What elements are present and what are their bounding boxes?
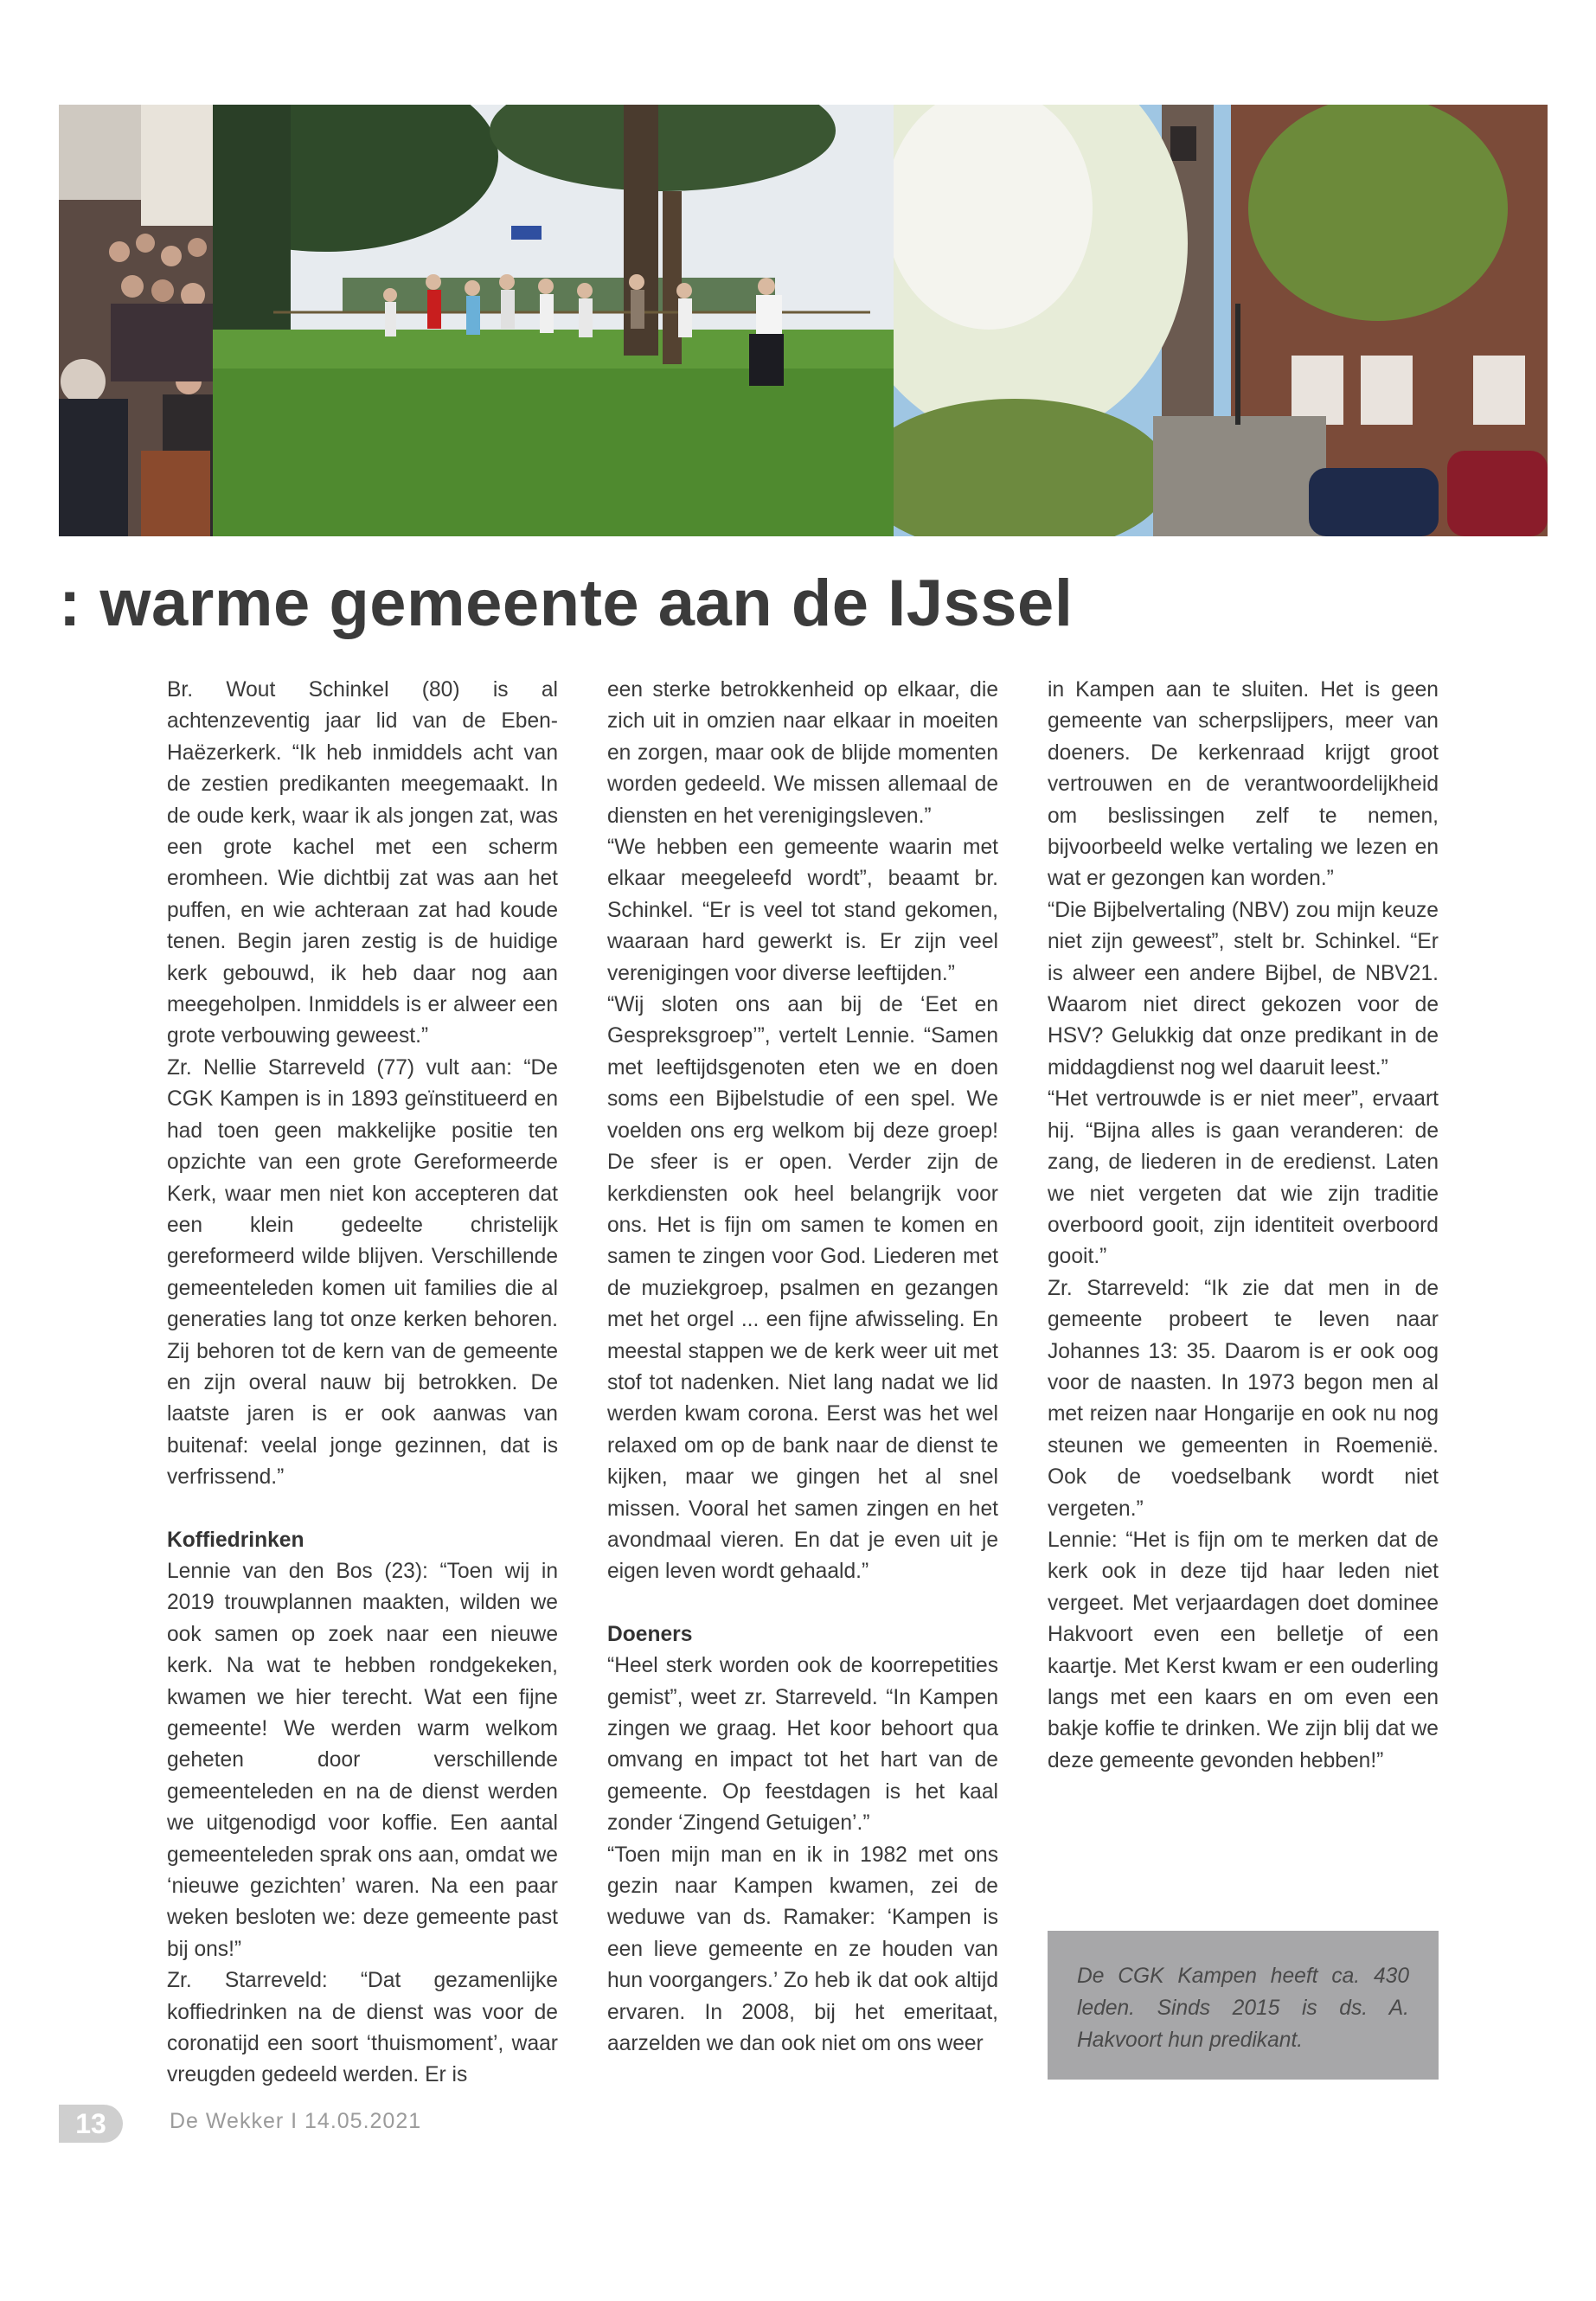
paragraph: een sterke betrokkenheid op elkaar, die zich uit in omzien naar elkaar in moeiten en zorgen, maar ook de blijde momenten worden gedeeld. We missen allemaal de diensten en het verenigingsleven.” xyxy=(607,678,998,828)
paragraph: “Wij sloten ons aan bij de ‘Eet en Gespreksgroep’”, vertelt Lennie. “Samen met leeftijdsgenoten eten we en doen soms een Bijbelstudie of een spel. We voelden ons erg welkom bij deze groep! De sfeer is er open. Verder zijn de kerkdiensten ook heel belangrijk voor ons. Het is fijn om samen te komen en samen te zingen voor God. Liederen met de muziekgroep, psalmen en gezangen met het orgel ... een fijne afwisseling. En meestal stappen we de kerk weer uit met stof tot nadenken. Niet lang nadat we lid werden kwam corona. Eerst was het wel relaxed om op de bank naar de dienst te kijken, maar we gingen het al snel missen. Vooral het samen zingen en het avondmaal vieren. En dat je even uit je eigen leven wordt gehaald.” xyxy=(607,993,998,1584)
paragraph: in Kampen aan te sluiten. Het is geen gemeente van scherpslijpers, meer van doeners. De kerkenraad krijgt groot vertrouwen en de verantwoordelijkheid om beslissingen zelf te nemen, bijvoorbeeld welke vertaling we lezen en wat er gezongen kan worden.” xyxy=(1048,678,1439,891)
article-column-1 xyxy=(167,675,558,2092)
page-headline: : warme gemeente aan de IJssel xyxy=(59,567,1074,640)
section-heading-doeners: Doeners xyxy=(607,1622,693,1646)
article-column-2 xyxy=(607,675,998,2060)
paragraph: Zr. Starreveld: “Ik zie dat men in de gemeente probeert te leven naar Johannes 13: 35. Daarom is er ook oog voor de naasten. In 1973 begon men al met reizen naar Hongarije en ook nu nog steunen we gemeenten in Roemenië. Ook de voedselbank wordt niet vergeten.” xyxy=(1048,1276,1439,1521)
photo-tug-of-war xyxy=(213,105,894,536)
paragraph: Zr. Nellie Starreveld (77) vult aan: “De CGK Kampen is in 1893 geïnstitueerd en had toen geen makkelijke positie ten opzichte van een grote Gereformeerde Kerk, waar men niet kon accepteren dat een klein gedeelte christelijk gereformeerd wilde blijven. Verschillende gemeenteleden komen uit families die al generaties lang tot onze kerken behoren. Zij behoren tot de kern van de gemeente en zijn overal nauw bij betrokken. De laatste jaren is er ook aanwas van buitenaf: veelal jonge gezinnen, dat is verfrissend.” xyxy=(167,1055,558,1490)
paragraph: Lennie van den Bos (23): “Toen wij in 2019 trouwplannen maakten, wilden we ook samen op zoek naar een nieuwe kerk. Na wat te hebben rondgekeken, kwamen we hier terecht. Wat een fijne gemeente! We werden warm welkom geheten door verschillende gemeenteleden en na de dienst werden we uitgenodigd voor koffie. Een aantal gemeenteleden sprak ons aan, omdat we ‘nieuwe gezichten’ waren. Na een paar weken besloten we: deze gemeente past bij ons!” xyxy=(167,1559,558,1961)
page-number: 13 xyxy=(59,2105,123,2143)
paragraph: “Het vertrouwde is er niet meer”, ervaart hij. “Bijna alles is gaan veranderen: de zang, de liederen in de eredienst. Laten we niet vergeten dat wie zijn traditie overboord gooit, zijn identiteit overboord gooit.” xyxy=(1048,1087,1439,1269)
section-heading-koffiedrinken: Koffiedrinken xyxy=(167,1528,304,1552)
paragraph: “Heel sterk worden ook de koorrepetities gemist”, weet zr. Starreveld. “In Kampen zingen we graag. Het koor behoort qua omvang en impact tot het hart van de gemeente. Op feestdagen is het kaal zonder ‘Zingend Getuigen’.” xyxy=(607,1654,998,1836)
photo-church-building xyxy=(894,105,1548,536)
photo-strip xyxy=(59,105,1548,536)
paragraph: “We hebben een gemeente waarin met elkaar meegeleefd wordt”, beaamt br. Schinkel. “Er is veel tot stand gekomen, waaraan hard gewerkt is. Er zijn veel verenigingen voor diverse leeftijden.” xyxy=(607,836,998,985)
publication-footer: De Wekker I 14.05.2021 xyxy=(170,2109,422,2133)
paragraph: “Die Bijbelvertaling (NBV) zou mijn keuze niet zijn geweest”, stelt br. Schinkel. “Er is alweer een andere Bijbel, de NBV21. Waarom niet direct gekozen voor de HSV? Gelukkig dat onze predikant in de middagdienst nog wel daaruit leest.” xyxy=(1048,898,1439,1080)
paragraph: “Toen mijn man en ik in 1982 met ons gezin naar Kampen kwamen, zei de weduwe van ds. Ramaker: ‘Kampen is een lieve gemeente en ze houden van hun voorgangers.’ Zo heb ik dat ook altijd ervaren. In 2008, bij het emeritaat, aarzelden we dan ook niet om ons weer xyxy=(607,1843,998,2056)
paragraph: Lennie: “Het is fijn om te merken dat de kerk ook in deze tijd haar leden niet vergeet. Met verjaardagen doet dominee Hakvoort even een belletje of een kaartje. Met Kerst kwam er een ouderling langs met een kaars en om even een bakje koffie te drinken. We zijn blij dat we deze gemeente gevonden hebben!” xyxy=(1048,1528,1439,1772)
paragraph: Br. Wout Schinkel (80) is al achtenzeventig jaar lid van de Eben-Haëzerkerk. “Ik heb inmiddels acht van de zestien predikanten meegemaakt. In de oude kerk, waar ik als jongen zat, was een grote kachel met een scherm eromheen. Wie dichtbij zat was aan het puffen, en wie achteraan zat had koude tenen. Begin jaren zestig is de huidige kerk gebouwd, ik heb daar nog aan meegeholpen. Inmiddels is er alweer een grote verbouwing geweest.” xyxy=(167,678,558,1048)
paragraph: Zr. Starreveld: “Dat gezamenlijke koffiedrinken na de dienst was voor de coronatijd een soort ‘thuismoment’, waar vreugden gedeeld werden. Er is xyxy=(167,1969,558,2087)
article-column-3 xyxy=(1048,675,1439,1777)
info-box xyxy=(1048,1931,1439,2080)
info-box-text: De CGK Kampen heeft ca. 430 leden. Sinds 2015 is ds. A. Hakvoort hun predikant. xyxy=(1077,1965,1409,2052)
photo-church-congregation xyxy=(59,105,213,536)
